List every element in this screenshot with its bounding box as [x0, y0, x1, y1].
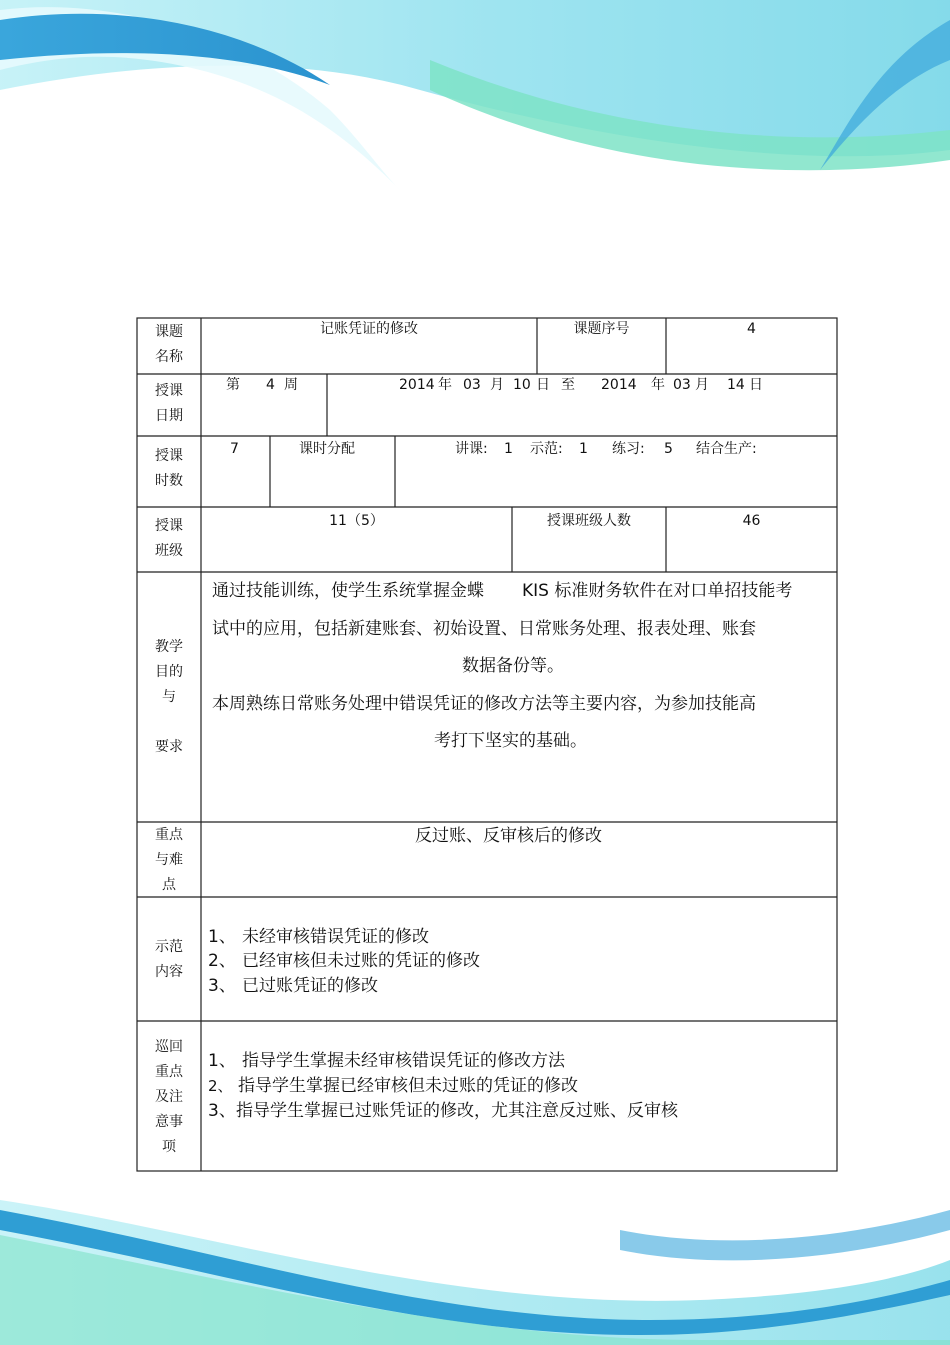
patrol-item-1-text: 指导学生掌握未经审核错误凭证的修改方法 — [242, 1051, 565, 1071]
goals-label-line3: 与 — [162, 689, 176, 705]
demo-content-label-line1: 示范 — [155, 939, 183, 955]
end-month: 03 — [673, 377, 691, 393]
end-yue: 月 — [695, 377, 709, 393]
patrol-item-3-num: 3、 — [208, 1101, 236, 1121]
patrol-item-2-text: 指导学生掌握已经审核但未过账的凭证的修改 — [238, 1076, 578, 1096]
start-ri: 日 — [536, 377, 550, 393]
goals-label-gap — [138, 710, 200, 735]
demo-item-2-text: 已经审核但未过账的凭证的修改 — [242, 951, 480, 971]
goals-p1-line1a: 通过技能训练，使学生系统掌握金蝶 — [212, 581, 484, 601]
class-label-line2: 班级 — [155, 543, 183, 559]
practice-value: 5 — [664, 441, 673, 457]
start-day: 10 — [513, 377, 531, 393]
demo-item-1-num: 1、 — [208, 927, 236, 947]
hours-label — [138, 444, 200, 494]
patrol-item-2-num: 2、 — [208, 1077, 233, 1095]
end-nian: 年 — [651, 377, 665, 393]
end-year: 2014 — [601, 377, 637, 393]
patrol-item-3-text: 指导学生掌握已过账凭证的修改，尤其注意反过账、反审核 — [236, 1101, 678, 1121]
start-nian: 年 — [438, 377, 452, 393]
week-prefix: 第 — [226, 377, 240, 393]
date-label-line2: 日期 — [155, 408, 183, 424]
date-to: 至 — [561, 377, 575, 393]
date-label — [138, 379, 200, 429]
demo-item-2-num: 2、 — [208, 951, 236, 971]
patrol-label-line5: 项 — [162, 1139, 176, 1155]
topic-label-line2: 名称 — [155, 349, 183, 365]
key-label-line1: 重点 — [155, 827, 183, 843]
demo-content-label-line2: 内容 — [155, 964, 183, 980]
demo-item-3-num: 3、 — [208, 976, 236, 996]
topic-seq-value: 4 — [747, 321, 756, 337]
patrol-label — [138, 1035, 200, 1160]
start-month: 03 — [463, 377, 481, 393]
demo-content-label — [138, 935, 200, 985]
class-label-line1: 授课 — [155, 518, 183, 534]
demo-item-1-text: 未经审核错误凭证的修改 — [242, 927, 429, 947]
date-label-line1: 授课 — [155, 383, 183, 399]
class-value: 11（5） — [329, 513, 384, 529]
goals-label-line1: 教学 — [155, 639, 183, 655]
hours-alloc-label: 课时分配 — [299, 441, 355, 457]
goals-p1-line2: 试中的应用，包括新建账套、初始设置、日常账务处理、报表处理、账套 — [212, 619, 756, 639]
end-day: 14 — [727, 377, 745, 393]
key-label-line2: 与难 — [155, 852, 183, 868]
patrol-item-1-num: 1、 — [208, 1051, 236, 1071]
topic-label — [138, 320, 200, 370]
demo-label: 示范: — [530, 441, 563, 457]
topic-value: 记账凭证的修改 — [320, 321, 418, 337]
key-label — [138, 823, 200, 898]
week-number: 4 — [266, 377, 275, 393]
production-label: 结合生产: — [696, 441, 757, 457]
patrol-label-line2: 重点 — [155, 1064, 183, 1080]
lecture-label: 讲课: — [455, 441, 488, 457]
goals-p1-line3: 数据备份等。 — [462, 656, 564, 676]
hours-label-line2: 时数 — [155, 473, 183, 489]
end-ri: 日 — [749, 377, 763, 393]
start-yue: 月 — [490, 377, 504, 393]
practice-label: 练习: — [612, 441, 645, 457]
topic-label-line1: 课题 — [155, 324, 183, 340]
patrol-label-line3: 及注 — [155, 1089, 183, 1105]
patrol-label-line4: 意事 — [155, 1114, 183, 1130]
demo-value: 1 — [579, 441, 588, 457]
week-suffix: 周 — [284, 377, 298, 393]
goals-p2-line1: 本周熟练日常账务处理中错误凭证的修改方法等主要内容，为参加技能高 — [212, 694, 756, 714]
topic-seq-label: 课题序号 — [573, 321, 630, 337]
goals-label-line4: 要求 — [155, 739, 183, 755]
goals-label — [138, 635, 200, 760]
goals-label-line2: 目的 — [155, 664, 183, 680]
goals-p1-line1b: KIS 标准财务软件在对口单招技能考 — [522, 581, 793, 601]
class-count-value: 46 — [742, 513, 761, 529]
class-count-label: 授课班级人数 — [547, 513, 631, 529]
hours-total: 7 — [230, 441, 239, 457]
hours-label-line1: 授课 — [155, 448, 183, 464]
demo-item-3-text: 已过账凭证的修改 — [242, 976, 378, 996]
goals-p2-line2: 考打下坚实的基础。 — [434, 731, 587, 751]
lecture-value: 1 — [504, 441, 513, 457]
key-value: 反过账、反审核后的修改 — [415, 826, 602, 846]
class-label — [138, 514, 200, 564]
key-label-line3: 点 — [162, 877, 176, 893]
start-year: 2014 — [399, 377, 435, 393]
patrol-label-line1: 巡回 — [155, 1039, 183, 1055]
